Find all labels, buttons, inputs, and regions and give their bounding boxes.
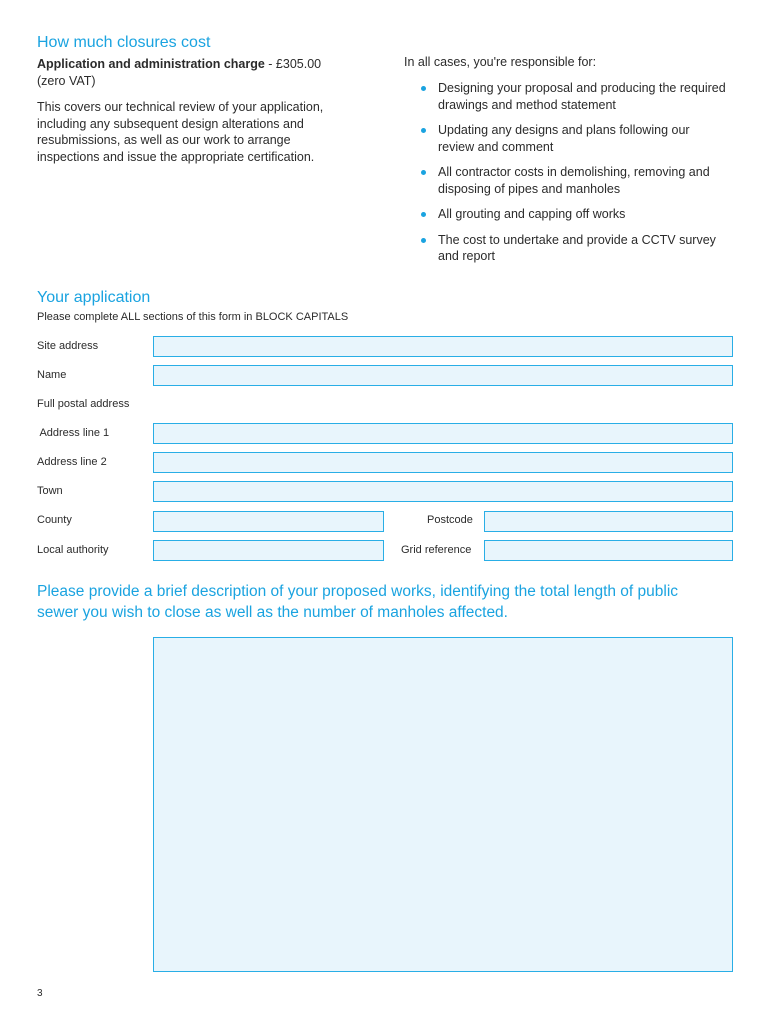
address-line-2-label: Address line 2 — [37, 456, 107, 468]
list-item — [418, 164, 728, 197]
list-item — [418, 122, 728, 155]
list-item-text: The cost to undertake and provide a CCTV survey and report — [438, 232, 716, 263]
local-authority-label: Local authority — [37, 544, 109, 556]
charge-block — [37, 56, 367, 89]
charge-value: - £305.00 — [264, 57, 322, 71]
town-input[interactable] — [153, 481, 733, 502]
site-address-label: Site address — [37, 340, 99, 352]
county-input[interactable] — [153, 511, 384, 532]
site-address-input[interactable] — [153, 336, 733, 357]
bullet-icon — [421, 86, 426, 91]
list-item — [418, 206, 728, 223]
address-line-2-input[interactable] — [153, 452, 733, 473]
grid-reference-label: Grid reference — [401, 544, 472, 556]
bullet-icon — [421, 170, 426, 175]
application-title: Your application — [37, 289, 151, 306]
responsibilities-list — [418, 80, 728, 274]
bullet-icon — [421, 128, 426, 133]
description-textarea[interactable] — [153, 637, 733, 972]
cost-description: This covers our technical review of your application, including any subsequent design alterations and resubmissions, as well as our work to arrange inspections and issue the appropriate certification. — [37, 100, 324, 164]
local-authority-input[interactable] — [153, 540, 384, 561]
bullet-icon — [421, 212, 426, 217]
postcode-label: Postcode — [427, 514, 473, 526]
vat-note: (zero VAT) — [37, 73, 96, 88]
list-item — [418, 232, 728, 265]
address-line-1-input[interactable] — [153, 423, 733, 444]
bullet-icon — [421, 238, 426, 243]
grid-reference-input[interactable] — [484, 540, 733, 561]
postcode-input[interactable] — [484, 511, 733, 532]
list-item — [418, 80, 728, 113]
list-item-text: All grouting and capping off works — [438, 207, 626, 221]
list-item-text: Updating any designs and plans following our review and comment — [438, 123, 690, 154]
charge-label: Application and administration charge — [37, 57, 265, 71]
application-instruction: Please complete ALL sections of this form in BLOCK CAPITALS — [37, 311, 349, 323]
list-item-text: All contractor costs in demolishing, removing and disposing of pipes and manholes — [438, 165, 710, 196]
cost-section-title: How much closures cost — [37, 34, 211, 51]
full-postal-address-label: Full postal address — [37, 398, 130, 410]
town-label: Town — [37, 485, 63, 497]
description-prompt: Please provide a brief description of your proposed works, identifying the total length of public sewer you wish to close as well as the number of manholes affected. — [37, 583, 679, 621]
page-number: 3 — [37, 988, 43, 999]
responsibilities-intro: In all cases, you're responsible for: — [404, 55, 597, 69]
county-label: County — [37, 514, 72, 526]
list-item-text: Designing your proposal and producing the required drawings and method statement — [438, 81, 726, 112]
name-input[interactable] — [153, 365, 733, 386]
name-label: Name — [37, 369, 67, 381]
address-line-1-label: Address line 1 — [37, 427, 110, 439]
